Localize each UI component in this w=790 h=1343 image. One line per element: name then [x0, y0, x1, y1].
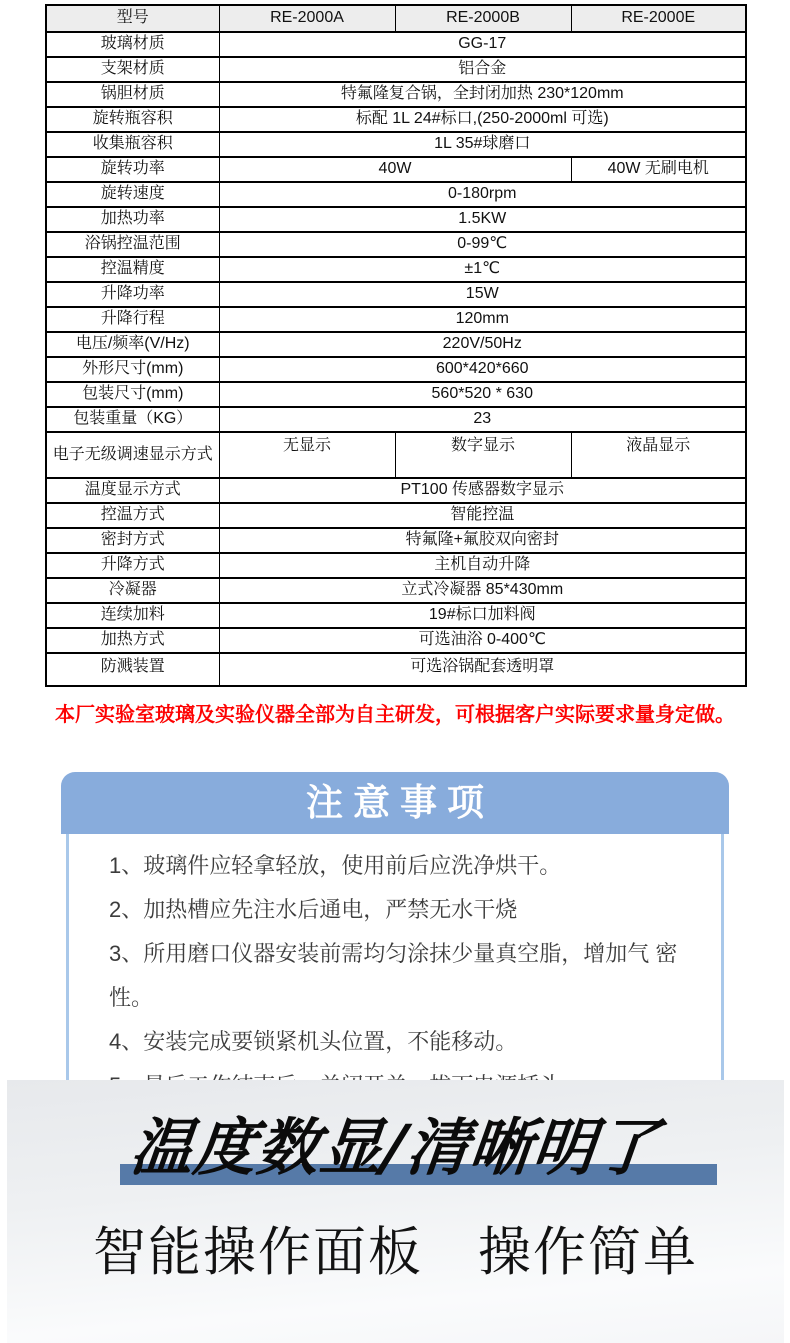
spec-row-label: 收集瓶容积: [46, 132, 219, 157]
spec-header-model: RE-2000B: [395, 5, 571, 32]
table-row: [46, 132, 746, 157]
spec-row-label: 浴锅控温范围: [46, 232, 219, 257]
table-row: [46, 503, 746, 528]
spec-row-label: 冷凝器: [46, 578, 219, 603]
table-row: [46, 232, 746, 257]
table-row: [46, 257, 746, 282]
table-row: [46, 603, 746, 628]
table-row: [46, 32, 746, 57]
table-row: [46, 57, 746, 82]
spec-row-label: 电子无级调速显示方式: [46, 432, 219, 478]
spec-cell-value: 立式冷凝器 85*430mm: [219, 578, 746, 603]
spec-row-label: 升降功率: [46, 282, 219, 307]
spec-row-label: 旋转速度: [46, 182, 219, 207]
table-row: [46, 478, 746, 503]
table-row: [46, 628, 746, 653]
custom-made-note: 本厂实验室玻璃及实验仪器全部为自主研发，可根据客户实际要求量身定做。: [55, 704, 735, 726]
table-row: [46, 382, 746, 407]
spec-row-label: 外形尺寸(mm): [46, 357, 219, 382]
spec-row-label: 包装尺寸(mm): [46, 382, 219, 407]
spec-row-label: 防溅装置: [46, 653, 219, 686]
spec-row-label: 旋转功率: [46, 157, 219, 182]
feature-title: 温度数显/清晰明了: [127, 1111, 663, 1184]
spec-cell-value: 560*520 * 630: [219, 382, 746, 407]
spec-row-label: 密封方式: [46, 528, 219, 553]
spec-row-label: 升降方式: [46, 553, 219, 578]
table-row: [46, 307, 746, 332]
table-row: [46, 107, 746, 132]
spec-cell-value: 0-99℃: [219, 232, 746, 257]
spec-cell-value: 液晶显示: [571, 432, 746, 478]
spec-row-label: 控温方式: [46, 503, 219, 528]
spec-cell-value: 无显示: [219, 432, 395, 478]
table-header-row: [46, 5, 746, 32]
table-row: [46, 82, 746, 107]
spec-row-label: 加热功率: [46, 207, 219, 232]
table-row: [46, 407, 746, 432]
spec-cell-value: PT100 传感器数字显示: [219, 478, 746, 503]
spec-cell-value: 15W: [219, 282, 746, 307]
spec-cell-value: 120mm: [219, 307, 746, 332]
spec-cell-value: 可选浴锅配套透明罩: [219, 653, 746, 686]
spec-cell-value: 智能控温: [219, 503, 746, 528]
spec-row-label: 连续加料: [46, 603, 219, 628]
spec-cell-value: 特氟隆复合锅，全封闭加热 230*120mm: [219, 82, 746, 107]
spec-cell-value: 铝合金: [219, 57, 746, 82]
table-row: [46, 157, 746, 182]
precaution-item: 1、玻璃件应轻拿轻放，使用前后应洗净烘干。: [109, 853, 562, 878]
spec-cell-value: 0-180rpm: [219, 182, 746, 207]
spec-cell-value: 特氟隆+氟胶双向密封: [219, 528, 746, 553]
spec-row-label: 锅胆材质: [46, 82, 219, 107]
spec-row-label: 电压/频率(V/Hz): [46, 332, 219, 357]
precaution-item: 3、所用磨口仪器安装前需均匀涂抹少量真空脂，增加气 密性。: [109, 941, 678, 1010]
spec-row-label: 包装重量（KG）: [46, 407, 219, 432]
spec-cell-value: 可选油浴 0-400℃: [219, 628, 746, 653]
spec-row-label: 玻璃材质: [46, 32, 219, 57]
spec-cell-value: 40W: [219, 157, 571, 182]
table-row: [46, 432, 746, 478]
table-row: [46, 207, 746, 232]
spec-cell-value: 220V/50Hz: [219, 332, 746, 357]
spec-cell-value: 数字显示: [395, 432, 571, 478]
table-row: [46, 553, 746, 578]
feature-subtitle: 智能操作面板 操作简单: [93, 1223, 698, 1282]
spec-table: [45, 4, 747, 687]
spec-cell-value: 19#标口加料阀: [219, 603, 746, 628]
table-row: [46, 653, 746, 686]
table-row: [46, 182, 746, 207]
spec-cell-value: 1.5KW: [219, 207, 746, 232]
precautions-box: [61, 772, 729, 1125]
precautions-title: 注意事项: [61, 772, 729, 834]
spec-row-label: 温度显示方式: [46, 478, 219, 503]
table-row: [46, 578, 746, 603]
table-row: [46, 357, 746, 382]
spec-cell-value: 主机自动升降: [219, 553, 746, 578]
feature-banner: [7, 1080, 784, 1343]
spec-cell-value: 23: [219, 407, 746, 432]
spec-cell-value: ±1℃: [219, 257, 746, 282]
table-row: [46, 528, 746, 553]
spec-cell-value: 标配 1L 24#标口,(250-2000ml 可选): [219, 107, 746, 132]
precaution-item: 2、加热槽应先注水后通电，严禁无水干烧: [109, 897, 518, 922]
spec-cell-value: 40W 无刷电机: [571, 157, 746, 182]
spec-row-label: 加热方式: [46, 628, 219, 653]
spec-header-model: RE-2000A: [219, 5, 395, 32]
table-row: [46, 282, 746, 307]
spec-row-label: 旋转瓶容积: [46, 107, 219, 132]
spec-header-model: RE-2000E: [571, 5, 746, 32]
spec-row-label: 支架材质: [46, 57, 219, 82]
table-row: [46, 332, 746, 357]
spec-cell-value: 1L 35#球磨口: [219, 132, 746, 157]
spec-cell-value: GG-17: [219, 32, 746, 57]
spec-header-label: 型号: [46, 5, 219, 32]
spec-cell-value: 600*420*660: [219, 357, 746, 382]
spec-row-label: 控温精度: [46, 257, 219, 282]
precaution-item: 4、安装完成要锁紧机头位置，不能移动。: [109, 1029, 518, 1054]
spec-row-label: 升降行程: [46, 307, 219, 332]
